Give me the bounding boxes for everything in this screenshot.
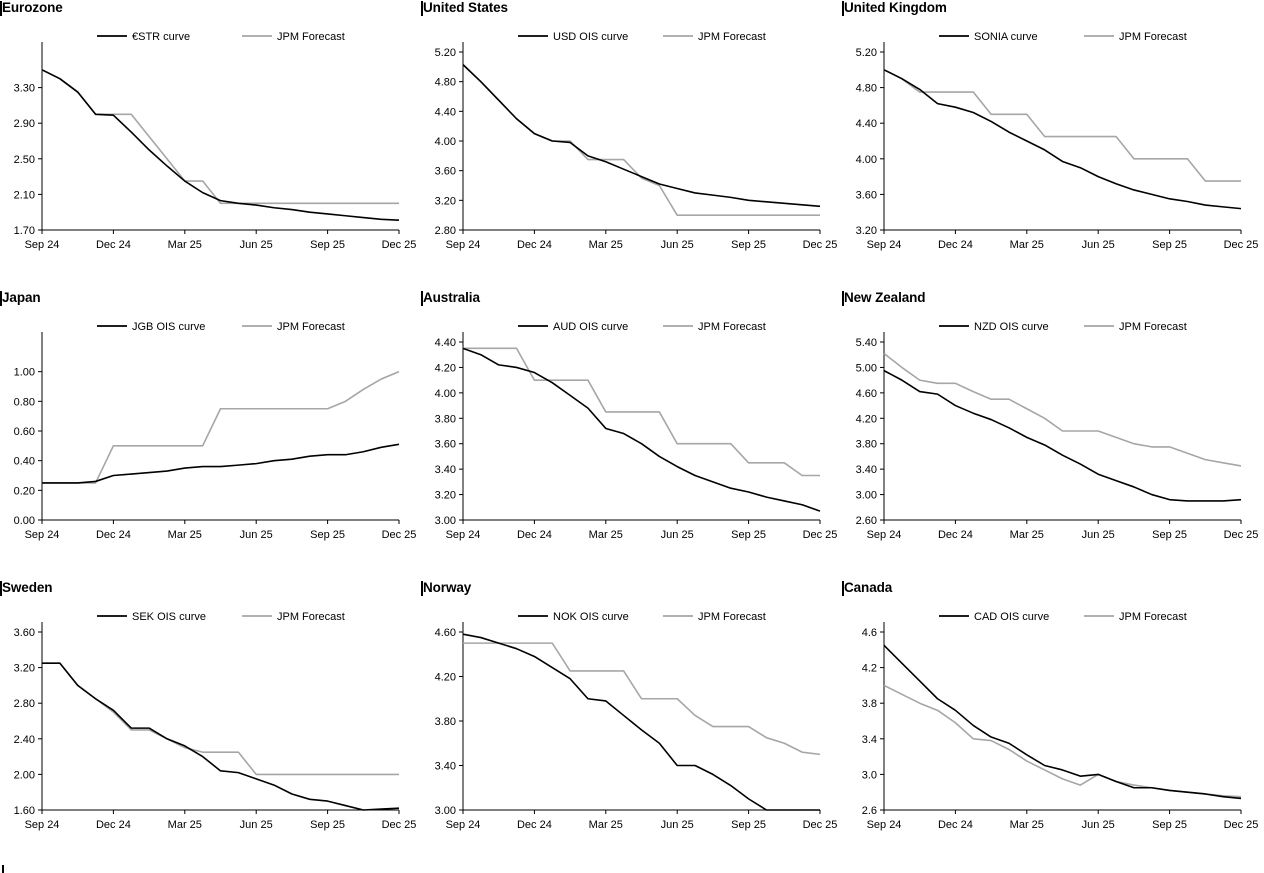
- svg-text:4.20: 4.20: [434, 362, 456, 375]
- svg-text:5.00: 5.00: [855, 362, 877, 375]
- svg-text:€STR curve: €STR curve: [132, 31, 191, 43]
- svg-text:Jun 25: Jun 25: [660, 529, 694, 541]
- plot-area: [842, 20, 1264, 290]
- chart-panel: [0, 580, 421, 870]
- svg-text:Dec 24: Dec 24: [516, 239, 552, 251]
- svg-text:3.80: 3.80: [434, 716, 456, 728]
- chart-panel: [421, 0, 842, 290]
- svg-text:SONIA curve: SONIA curve: [974, 31, 1038, 43]
- svg-text:Sep 24: Sep 24: [24, 239, 60, 251]
- svg-text:3.80: 3.80: [434, 413, 456, 426]
- chart-panel: [842, 290, 1264, 580]
- svg-text:3.30: 3.30: [13, 82, 35, 95]
- svg-text:Dec 25: Dec 25: [1223, 819, 1259, 831]
- footer-mark: [2, 865, 4, 873]
- svg-text:3.0: 3.0: [861, 769, 877, 782]
- svg-text:2.80: 2.80: [434, 225, 456, 237]
- svg-text:JPM Forecast: JPM Forecast: [1119, 611, 1187, 623]
- svg-text:0.60: 0.60: [13, 426, 35, 438]
- svg-text:0.00: 0.00: [13, 515, 35, 527]
- chart-title: Australia: [423, 290, 480, 305]
- svg-text:Jun 25: Jun 25: [1081, 529, 1115, 541]
- svg-text:2.00: 2.00: [13, 769, 35, 782]
- svg-text:Sep 24: Sep 24: [866, 529, 902, 541]
- svg-text:1.70: 1.70: [13, 225, 35, 237]
- plot-area: [421, 20, 842, 290]
- svg-text:Mar 25: Mar 25: [167, 529, 202, 541]
- chart-title: Canada: [844, 580, 893, 595]
- svg-text:Mar 25: Mar 25: [588, 819, 623, 831]
- svg-text:Sep 24: Sep 24: [445, 819, 481, 831]
- svg-text:Jun 25: Jun 25: [239, 819, 273, 831]
- svg-text:Sep 24: Sep 24: [866, 239, 902, 251]
- svg-text:Dec 25: Dec 25: [1223, 239, 1259, 251]
- svg-text:Jun 25: Jun 25: [660, 239, 694, 251]
- plot-area: [0, 310, 421, 580]
- plot-area: [842, 310, 1264, 580]
- svg-text:Dec 25: Dec 25: [802, 819, 838, 831]
- chart-title: Norway: [423, 580, 472, 595]
- svg-text:Mar 25: Mar 25: [1009, 819, 1044, 831]
- svg-text:Dec 24: Dec 24: [937, 239, 973, 251]
- svg-text:JPM Forecast: JPM Forecast: [277, 31, 345, 43]
- svg-text:3.60: 3.60: [434, 438, 456, 451]
- svg-text:Jun 25: Jun 25: [660, 819, 694, 831]
- svg-text:Jun 25: Jun 25: [239, 529, 273, 541]
- svg-text:2.6: 2.6: [861, 805, 877, 817]
- chart-title: New Zealand: [844, 290, 926, 305]
- svg-text:JPM Forecast: JPM Forecast: [698, 31, 766, 43]
- svg-text:JPM Forecast: JPM Forecast: [277, 611, 345, 623]
- svg-text:4.2: 4.2: [861, 662, 877, 675]
- svg-text:Sep 24: Sep 24: [24, 529, 60, 541]
- chart-panel: [0, 290, 421, 580]
- svg-text:JPM Forecast: JPM Forecast: [1119, 321, 1187, 333]
- svg-text:Jun 25: Jun 25: [239, 239, 273, 251]
- svg-text:4.40: 4.40: [434, 106, 456, 119]
- plot-area: [421, 310, 842, 580]
- svg-text:5.20: 5.20: [855, 47, 877, 59]
- svg-text:4.40: 4.40: [434, 337, 456, 349]
- svg-text:4.60: 4.60: [855, 387, 877, 400]
- svg-text:4.00: 4.00: [434, 387, 456, 400]
- svg-text:3.60: 3.60: [13, 627, 35, 639]
- svg-text:0.20: 0.20: [13, 485, 35, 498]
- svg-text:2.60: 2.60: [855, 515, 877, 527]
- svg-text:CAD OIS curve: CAD OIS curve: [974, 611, 1050, 623]
- svg-text:3.40: 3.40: [434, 464, 456, 477]
- chart-panel: [842, 0, 1264, 290]
- svg-text:Dec 25: Dec 25: [381, 529, 417, 541]
- svg-text:4.80: 4.80: [855, 82, 877, 95]
- svg-text:Sep 24: Sep 24: [866, 819, 902, 831]
- svg-text:1.60: 1.60: [13, 805, 35, 817]
- svg-text:Dec 24: Dec 24: [937, 529, 973, 541]
- svg-text:Sep 24: Sep 24: [24, 819, 60, 831]
- svg-text:0.40: 0.40: [13, 455, 35, 468]
- svg-text:NOK OIS curve: NOK OIS curve: [553, 611, 629, 623]
- svg-text:Mar 25: Mar 25: [588, 529, 623, 541]
- svg-text:AUD OIS curve: AUD OIS curve: [553, 321, 629, 333]
- svg-text:Dec 25: Dec 25: [381, 239, 417, 251]
- svg-text:4.6: 4.6: [861, 627, 877, 639]
- svg-text:3.00: 3.00: [434, 515, 456, 527]
- svg-text:Dec 25: Dec 25: [381, 819, 417, 831]
- svg-text:Mar 25: Mar 25: [588, 239, 623, 251]
- svg-text:3.20: 3.20: [855, 225, 877, 237]
- chart-title: United States: [423, 0, 508, 15]
- svg-text:Sep 25: Sep 25: [310, 529, 346, 541]
- svg-text:4.20: 4.20: [434, 671, 456, 684]
- svg-text:3.8: 3.8: [861, 698, 877, 711]
- svg-text:Sep 25: Sep 25: [731, 239, 767, 251]
- svg-text:Dec 24: Dec 24: [516, 529, 552, 541]
- svg-text:Sep 25: Sep 25: [310, 819, 346, 831]
- svg-text:Mar 25: Mar 25: [167, 239, 202, 251]
- svg-text:Jun 25: Jun 25: [1081, 819, 1115, 831]
- svg-text:JPM Forecast: JPM Forecast: [277, 321, 345, 333]
- svg-text:Sep 25: Sep 25: [310, 239, 346, 251]
- svg-text:4.40: 4.40: [855, 118, 877, 131]
- plot-area: [0, 20, 421, 290]
- svg-text:SEK OIS curve: SEK OIS curve: [132, 611, 206, 623]
- svg-text:Sep 25: Sep 25: [731, 529, 767, 541]
- svg-text:JPM Forecast: JPM Forecast: [1119, 31, 1187, 43]
- plot-area: [842, 600, 1264, 870]
- plot-area: [0, 600, 421, 870]
- svg-text:5.20: 5.20: [434, 47, 456, 59]
- chart-panel: [421, 580, 842, 870]
- svg-text:4.80: 4.80: [434, 76, 456, 89]
- plot-area: [421, 600, 842, 870]
- svg-text:Dec 24: Dec 24: [516, 819, 552, 831]
- svg-text:Sep 25: Sep 25: [731, 819, 767, 831]
- svg-text:3.00: 3.00: [434, 805, 456, 817]
- svg-text:Dec 25: Dec 25: [802, 529, 838, 541]
- chart-panel: [0, 0, 421, 290]
- svg-text:3.60: 3.60: [434, 165, 456, 178]
- svg-text:2.50: 2.50: [13, 153, 35, 166]
- svg-text:4.20: 4.20: [855, 413, 877, 426]
- svg-text:JPM Forecast: JPM Forecast: [698, 321, 766, 333]
- svg-text:Dec 24: Dec 24: [95, 819, 131, 831]
- svg-text:2.90: 2.90: [13, 118, 35, 131]
- svg-text:Dec 25: Dec 25: [802, 239, 838, 251]
- svg-text:3.20: 3.20: [434, 195, 456, 208]
- svg-text:NZD OIS curve: NZD OIS curve: [974, 321, 1049, 333]
- svg-text:2.10: 2.10: [13, 189, 35, 202]
- svg-text:Mar 25: Mar 25: [1009, 529, 1044, 541]
- svg-text:Dec 24: Dec 24: [95, 239, 131, 251]
- svg-text:Sep 25: Sep 25: [1152, 529, 1188, 541]
- svg-text:5.40: 5.40: [855, 337, 877, 349]
- svg-text:3.20: 3.20: [13, 662, 35, 675]
- svg-text:Mar 25: Mar 25: [1009, 239, 1044, 251]
- svg-text:USD OIS curve: USD OIS curve: [553, 31, 629, 43]
- svg-text:4.00: 4.00: [434, 136, 456, 148]
- chart-panel: [842, 580, 1264, 870]
- svg-text:Mar 25: Mar 25: [167, 819, 202, 831]
- svg-text:1.00: 1.00: [13, 366, 35, 379]
- chart-title: Japan: [2, 290, 41, 305]
- svg-text:3.20: 3.20: [434, 489, 456, 502]
- svg-text:3.60: 3.60: [855, 189, 877, 202]
- svg-text:0.80: 0.80: [13, 396, 35, 409]
- svg-text:Dec 24: Dec 24: [95, 529, 131, 541]
- chart-title: Sweden: [2, 580, 53, 595]
- svg-text:4.00: 4.00: [855, 153, 877, 166]
- svg-text:Dec 25: Dec 25: [1223, 529, 1259, 541]
- chart-title: United Kingdom: [844, 0, 947, 15]
- svg-text:2.40: 2.40: [13, 733, 35, 746]
- svg-text:2.80: 2.80: [13, 698, 35, 711]
- svg-text:Dec 24: Dec 24: [937, 819, 973, 831]
- svg-text:Sep 25: Sep 25: [1152, 819, 1188, 831]
- svg-text:3.00: 3.00: [855, 489, 877, 502]
- svg-text:3.40: 3.40: [434, 760, 456, 773]
- svg-text:3.40: 3.40: [855, 464, 877, 477]
- svg-text:Sep 24: Sep 24: [445, 239, 481, 251]
- svg-text:Sep 25: Sep 25: [1152, 239, 1188, 251]
- svg-text:3.80: 3.80: [855, 438, 877, 451]
- svg-text:Sep 24: Sep 24: [445, 529, 481, 541]
- svg-text:JPM Forecast: JPM Forecast: [698, 611, 766, 623]
- svg-text:JGB OIS curve: JGB OIS curve: [132, 321, 206, 333]
- svg-text:4.60: 4.60: [434, 627, 456, 639]
- svg-text:3.4: 3.4: [861, 733, 877, 746]
- svg-text:Jun 25: Jun 25: [1081, 239, 1115, 251]
- chart-title: Eurozone: [2, 0, 63, 15]
- chart-panel: [421, 290, 842, 580]
